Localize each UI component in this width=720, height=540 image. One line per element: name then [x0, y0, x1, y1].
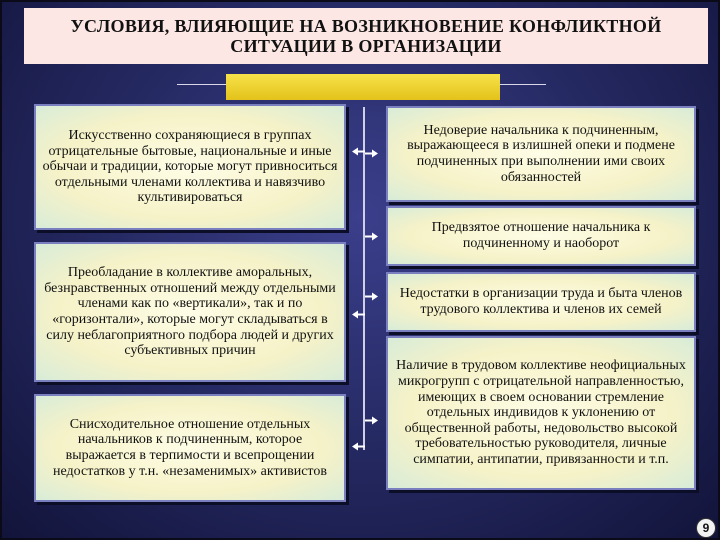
right-box-bias — [386, 206, 696, 266]
right-box-microgroups-text: Наличие в трудовом коллективе неофициальных микрогрупп с отрицательной направленностью, имеющих в своем основании стремление отдельных индивидов к уклонению от общественной работы, недовольство высокой требовательностью руководителя, личные симпатии, антипатии, привязанности и т.п. — [396, 358, 686, 467]
connector-arrows-right-2 — [352, 232, 378, 241]
connector-arrows-left-2 — [352, 310, 378, 319]
title-underline-right — [500, 84, 546, 85]
left-box-relations — [34, 242, 346, 382]
left-box-leniency — [34, 394, 346, 502]
right-box-distrust-text: Недоверие начальника к подчиненным, выражающееся в излишней опеки и подмене подчиненных при выполнении ими своих обязанностей — [407, 122, 675, 185]
connector-arrows-right-1 — [352, 149, 378, 158]
title-line-1: УСЛОВИЯ, ВЛИЯЮЩИЕ НА ВОЗНИКНОВЕНИЕ КОНФЛИКТНОЙ — [70, 16, 662, 36]
left-box-leniency-text: Снисходительное отношение отдельных начальников к подчиненным, которое выражается в терпимости и всепрощении недостатков у т.н. «незаменимых» активистов — [53, 416, 327, 479]
right-box-work-organization — [386, 272, 696, 332]
page-title — [70, 16, 661, 56]
title-banner — [24, 8, 708, 64]
connector-arrows-right-3 — [352, 292, 378, 301]
title-underline-left — [177, 84, 226, 85]
connector-arrows-left-3 — [352, 442, 378, 451]
title-line-2: СИТУАЦИИ В ОРГАНИЗАЦИИ — [230, 36, 502, 56]
right-box-microgroups — [386, 336, 696, 490]
left-box-customs — [34, 104, 346, 230]
right-box-work-organization-text: Недостатки в организации труда и быта членов трудового коллектива и членов их семей — [399, 286, 683, 317]
left-box-customs-text: Искусственно сохраняющиеся в группах отрицательные бытовые, национальные и иные обычаи и традиции, которые могут привноситься отдельными членами коллектива и навязчиво культивироваться — [42, 128, 338, 206]
connector-spine — [363, 107, 365, 450]
page-number-badge: 9 — [696, 518, 716, 538]
accent-bar — [226, 74, 500, 100]
right-box-distrust — [386, 106, 696, 202]
left-box-relations-text: Преобладание в коллективе аморальных, безнравственных отношений между отдельными членами как по «вертикали», так и по «горизонтали», которые могут складываться в силу неблагоприятного подбора людей и других субъективных причин — [44, 265, 336, 359]
right-box-bias-text: Предвзятое отношение начальника к подчиненному и наоборот — [431, 220, 651, 251]
connector-arrows-right-4 — [352, 416, 378, 425]
